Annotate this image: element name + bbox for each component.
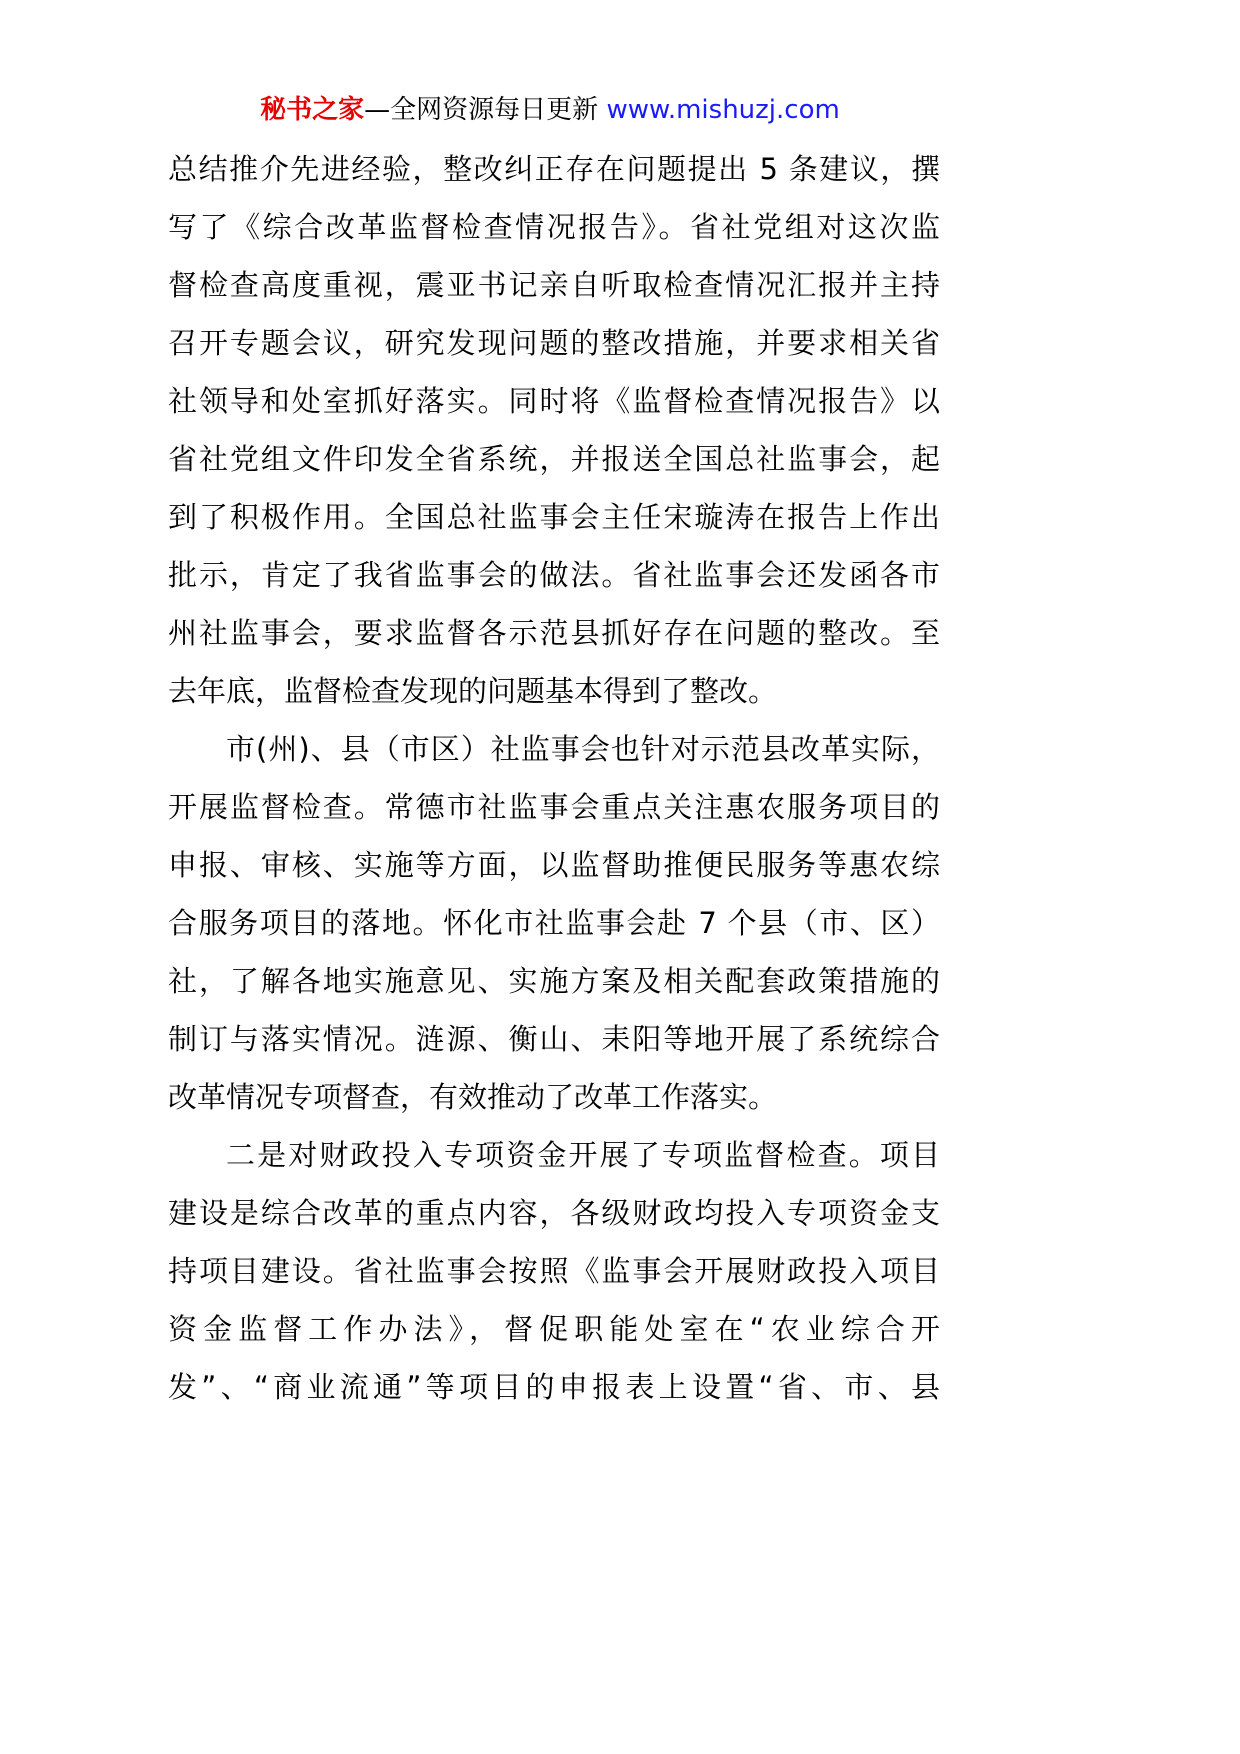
paragraph-2 bbox=[168, 720, 940, 1126]
site-brand: 秘书之家 bbox=[260, 95, 365, 125]
text-line: 改革情况专项督查，有效推动了改革工作落实。 bbox=[168, 1080, 778, 1114]
text-line: 社，了解各地实施意见、实施方案及相关配套政策措施的 bbox=[168, 964, 940, 998]
site-url-link[interactable]: www.mishuzj.com bbox=[606, 95, 840, 125]
text-line: 持项目建设。省社监事会按照《监事会开展财政投入项目 bbox=[168, 1254, 940, 1288]
text-line: 发”、“商业流通”等项目的申报表上设置“省、市、县 bbox=[168, 1370, 940, 1404]
text-line: 批示，肯定了我省监事会的做法。省社监事会还发函各市 bbox=[168, 558, 940, 592]
text-line: 省社党组文件印发全省系统，并报送全国总社监事会，起 bbox=[168, 442, 940, 476]
page-header bbox=[0, 90, 1100, 130]
text-line: 申报、审核、实施等方面，以监督助推便民服务等惠农综 bbox=[168, 848, 940, 882]
text-line: 督检查高度重视，震亚书记亲自听取检查情况汇报并主持 bbox=[168, 268, 940, 302]
text-line: 制订与落实情况。涟源、衡山、耒阳等地开展了系统综合 bbox=[168, 1022, 940, 1056]
text-line: 写了《综合改革监督检查情况报告》。省社党组对这次监 bbox=[168, 210, 940, 244]
paragraph-1 bbox=[168, 140, 940, 720]
text-line: 二是对财政投入专项资金开展了专项监督检查。项目 bbox=[226, 1138, 940, 1172]
paragraph-3 bbox=[168, 1126, 940, 1416]
text-line: 召开专题会议，研究发现问题的整改措施，并要求相关省 bbox=[168, 326, 940, 360]
text-line: 州社监事会，要求监督各示范县抓好存在问题的整改。至 bbox=[168, 616, 940, 650]
text-line: 开展监督检查。常德市社监事会重点关注惠农服务项目的 bbox=[168, 790, 940, 824]
text-line: 总结推介先进经验，整改纠正存在问题提出 5 条建议，撰 bbox=[168, 152, 940, 186]
text-line: 建设是综合改革的重点内容，各级财政均投入专项资金支 bbox=[168, 1196, 940, 1230]
text-line: 合服务项目的落地。怀化市社监事会赴 7 个县（市、区） bbox=[168, 906, 940, 940]
text-line: 资金监督工作办法》，督促职能处室在“农业综合开 bbox=[168, 1312, 940, 1346]
text-line: 市(州)、县（市区）社监事会也针对示范县改革实际， bbox=[226, 732, 940, 766]
text-line: 社领导和处室抓好落实。同时将《监督检查情况报告》以 bbox=[168, 384, 940, 418]
text-line: 去年底，监督检查发现的问题基本得到了整改。 bbox=[168, 674, 778, 708]
text-line: 到了积极作用。全国总社监事会主任宋璇涛在报告上作出 bbox=[168, 500, 940, 534]
site-tagline: —全网资源每日更新 bbox=[364, 95, 607, 125]
document-body bbox=[168, 140, 940, 1416]
